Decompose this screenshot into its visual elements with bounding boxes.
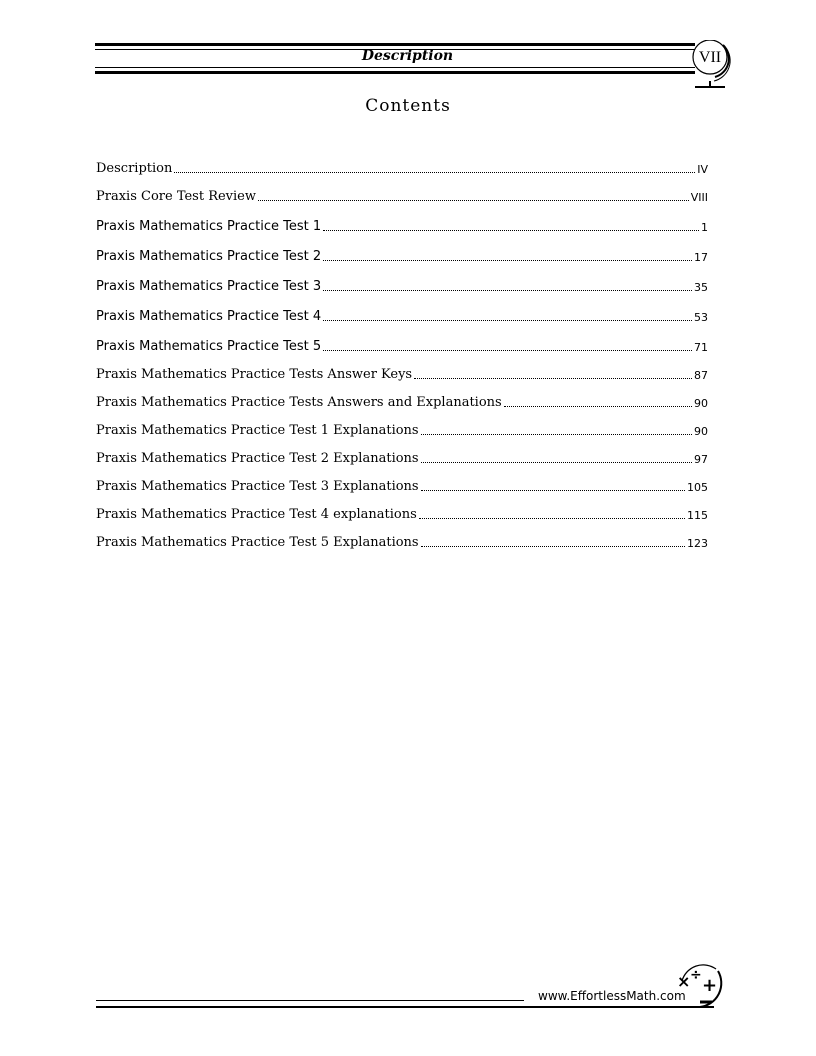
toc-entry[interactable] [96,176,708,204]
toc-entry-page: 90 [694,397,708,410]
toc-entry-label: Praxis Mathematics Practice Test 3 Explanations [96,479,419,494]
toc-dot-leader [414,368,692,379]
toc-entry[interactable] [96,410,708,438]
toc-dot-leader [504,396,692,407]
toc-entry-page: 87 [694,369,708,382]
toc-entry-label: Praxis Core Test Review [96,189,257,204]
toc-entry-page: VIII [690,191,708,204]
toc-entry-label: Description [96,161,173,176]
toc-entry-page: IV [697,163,708,176]
toc-dot-leader [421,536,685,547]
header-title: Description [361,48,454,64]
toc-entry-page: 115 [687,509,708,522]
toc-dot-leader [421,480,685,491]
toc-entry[interactable] [96,294,708,324]
toc-dot-leader [419,508,685,519]
toc-entry[interactable] [96,466,708,494]
toc-entry[interactable] [96,354,708,382]
toc-entry[interactable] [96,234,708,264]
toc-entry[interactable] [96,264,708,294]
header-rule-bottom-thick [95,71,695,74]
page-header [95,40,735,90]
toc-entry[interactable] [96,382,708,410]
toc-entry[interactable] [96,324,708,354]
toc-entry-label: Praxis Mathematics Practice Tests Answer Keys [96,367,413,382]
toc-entry-label: Praxis Mathematics Practice Test 4 [96,309,322,324]
toc-entry-label: Praxis Mathematics Practice Tests Answers and Explanations [96,395,502,410]
contents-heading: Contents [365,96,451,116]
toc-dot-leader [421,424,692,435]
svg-text:×: × [677,972,691,991]
toc-entry-label: Praxis Mathematics Practice Test 3 [96,279,322,294]
toc-entry[interactable] [96,522,708,550]
toc-entry[interactable] [96,148,708,176]
toc-dot-leader [174,162,695,173]
toc-entry-label: Praxis Mathematics Practice Test 2 [96,249,322,264]
toc-dot-leader [323,340,692,351]
math-operators-logo-icon [670,959,726,1011]
toc-entry-page: 17 [694,251,708,264]
toc-entry-page: 53 [694,311,708,324]
toc-entry[interactable] [96,204,708,234]
svg-text:+: + [702,975,718,996]
toc-entry-page: 97 [694,453,708,466]
page-number-badge [687,40,737,90]
toc-entry-label: Praxis Mathematics Practice Test 4 explanations [96,507,417,522]
svg-text:÷: ÷ [690,967,702,983]
toc-dot-leader [323,280,692,291]
footer-rule-thin [96,1000,524,1001]
page-number: VII [698,49,722,66]
page-footer [96,955,726,1015]
header-rule-top-thick [95,43,695,46]
toc-entry-label: Praxis Mathematics Practice Test 2 Explanations [96,451,419,466]
toc-entry-page: 105 [687,481,708,494]
toc-dot-leader [323,250,692,261]
table-of-contents [96,148,708,550]
toc-dot-leader [323,220,699,231]
toc-entry-page: 35 [694,281,708,294]
toc-dot-leader [323,310,692,321]
toc-entry-label: Praxis Mathematics Practice Test 1 Explanations [96,423,419,438]
toc-entry-page: 123 [687,537,708,550]
toc-entry[interactable] [96,494,708,522]
toc-entry-page: 1 [701,221,708,234]
toc-entry-label: Praxis Mathematics Practice Test 1 [96,219,322,234]
footer-rule-thick [96,1006,714,1008]
footer-url: www.EffortlessMath.com [538,989,686,1003]
header-rule-bottom-thin [95,67,695,68]
toc-entry[interactable] [96,438,708,466]
toc-entry-label: Praxis Mathematics Practice Test 5 Explanations [96,535,419,550]
toc-dot-leader [258,190,689,201]
toc-entry-page: 71 [694,341,708,354]
toc-entry-label: Praxis Mathematics Practice Test 5 [96,339,322,354]
toc-entry-page: 90 [694,425,708,438]
toc-dot-leader [421,452,692,463]
